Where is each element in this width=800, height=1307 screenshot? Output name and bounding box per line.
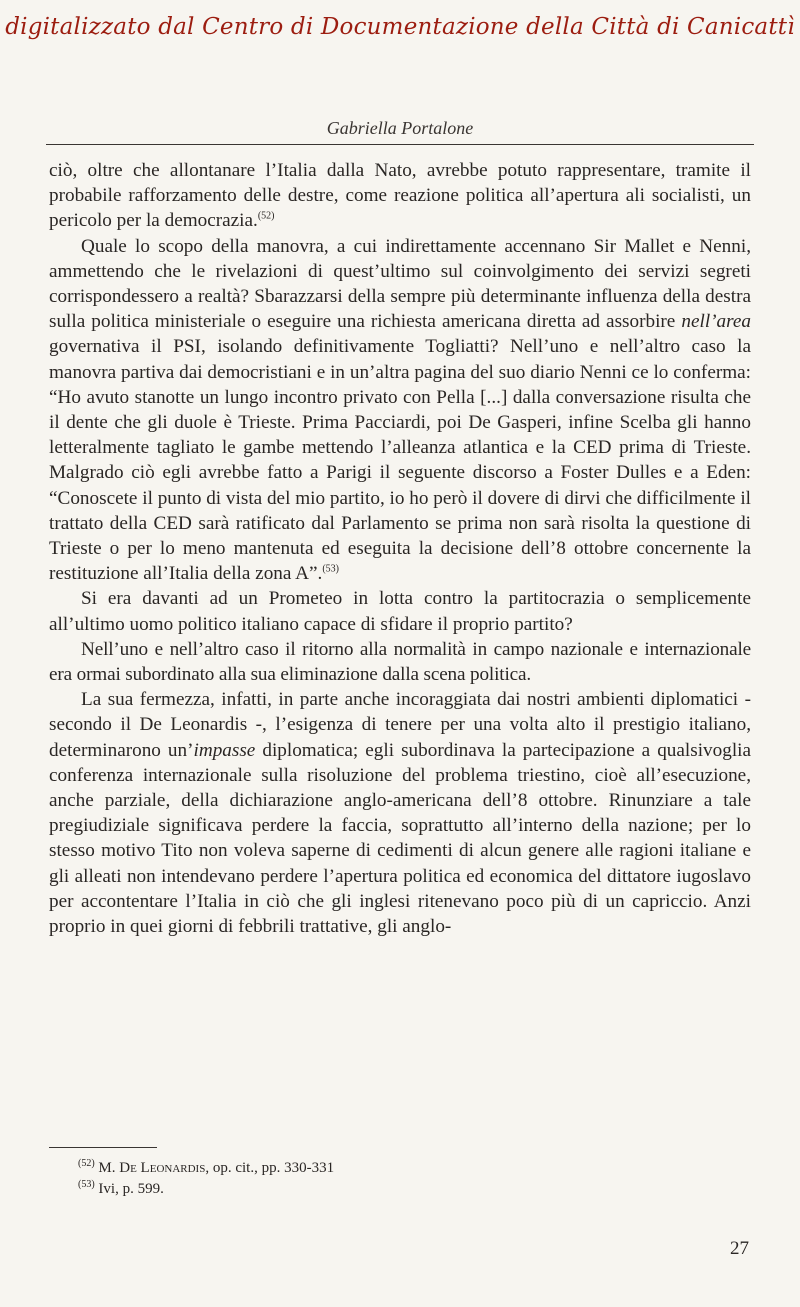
footnotes (78, 1158, 678, 1200)
digitization-watermark: digitalizzato dal Centro di Documentazione della Città di Canicattì (5, 14, 795, 40)
paragraph-text: governativa il PSI, isolando definitivamente Togliatti? Nell’uno e nell’altro caso la manovra partiva dai democristiani e in un’altra pagina del suo diario Nenni ce lo conferma: “Ho avuto stanotte un lungo incontro privato con Pella [...] dalla conversazione risulta che il dente che gli duole è Trieste. Prima Pacciardi, poi De Gasperi, infine Scelba gli hanno letteralmente tagliato le gambe mettendo l’alleanza atlantica e la CED prima di Trieste. Malgrado ciò egli avrebbe fatto a Parigi il seguente discorso a Foster Dulles e a Eden: “Conoscete il punto di vista del mio partito, io ho però il dovere di dirvi che difficilmente il trattato della CED sarà ratificato dal Parlamento se prima non sarà risolta la questione di Trieste o per lo meno mantenuta ed eseguita la decisione dell’8 ottobre concernente la restituzione all’Italia della zona A”. (49, 336, 751, 585)
paragraph-text: ciò, oltre che allontanare l’Italia dalla Nato, avrebbe potuto rappresentare, tramite il probabile rafforzamento delle destre, come reazione politica all’apertura ali socialisti, un pericolo per la democrazia. (49, 160, 751, 232)
body-text (49, 158, 751, 939)
footnote-text: Ivi, p. 599. (98, 1181, 164, 1197)
header-rule (46, 144, 754, 145)
paragraph-text: Si era davanti ad un Prometeo in lotta contro la partitocrazia o semplicemente all’ultimo uomo politico italiano capace di sfidare il proprio partito? (49, 588, 751, 635)
footnote-author: M. De Leonardis (98, 1160, 206, 1176)
paragraph-text: Quale lo scopo della manovra, a cui indirettamente accennano Sir Mallet e Nenni, ammettendo che le rivelazioni di quest’ultimo sul coinvolgimento dei servizi segreti corrispondessero a realtà? Sbarazzarsi della sempre più determinante influenza della destra sulla politica ministeriale o eseguire una richiesta americana diretta ad assorbire (49, 235, 751, 333)
paragraph-3 (49, 586, 751, 636)
footnote-53 (78, 1179, 678, 1200)
footnote-ref-52: (52) (257, 211, 275, 223)
paragraph-text: Nell’uno e nell’altro caso il ritorno alla normalità in campo nazionale e internazionale era ormai subordinato alla sua eliminazione dalla scena politica. (49, 638, 751, 686)
paragraph-1 (49, 158, 751, 234)
footnote-number: (53) (78, 1179, 95, 1190)
footnote-52 (78, 1158, 678, 1179)
paragraph-text: diplomatica; egli subordinava la partecipazione a qualsivoglia conferenza internazionale sulla risoluzione del problema triestino, cioè all’esecuzione, anche parziale, della dichiarazione anglo-americana dell’8 ottobre. Rinunziare a tale pregiudiziale significava perdere la faccia, soprattutto all’interno della nazione; per lo stesso motivo Tito non voleva saperne di cedimenti di alcun genere alle ragioni italiane e gli alleati non intendevano perdere l’apertura politica ed economica del dittatore iugoslavo per accontentare l’Italia in ciò che gli inglesi ritenevano poco più di un capriccio. Anzi proprio in quei giorni di febbrili trattative, gli anglo- (49, 739, 751, 938)
footnote-number: (52) (78, 1158, 95, 1169)
italic-term: nell’area (681, 311, 751, 333)
footnote-ref-53: (53) (322, 563, 339, 575)
running-head-author: Gabriella Portalone (326, 118, 474, 138)
paragraph-2 (49, 234, 751, 587)
italic-term: impasse (193, 739, 256, 761)
paragraph-5 (49, 687, 751, 939)
paragraph-text: La sua fermezza, infatti, in parte anche incoraggiata dai nostri ambienti diplomatici - secondo il De Leonardis -, l’esigenza di tenere per una volta alto il prestigio italiano, determinarono un’ (49, 689, 751, 761)
page-number: 27 (730, 1238, 749, 1259)
footnote-rule (49, 1147, 157, 1148)
footnote-text: , op. cit., pp. 330-331 (205, 1160, 335, 1176)
paragraph-4 (49, 637, 751, 687)
